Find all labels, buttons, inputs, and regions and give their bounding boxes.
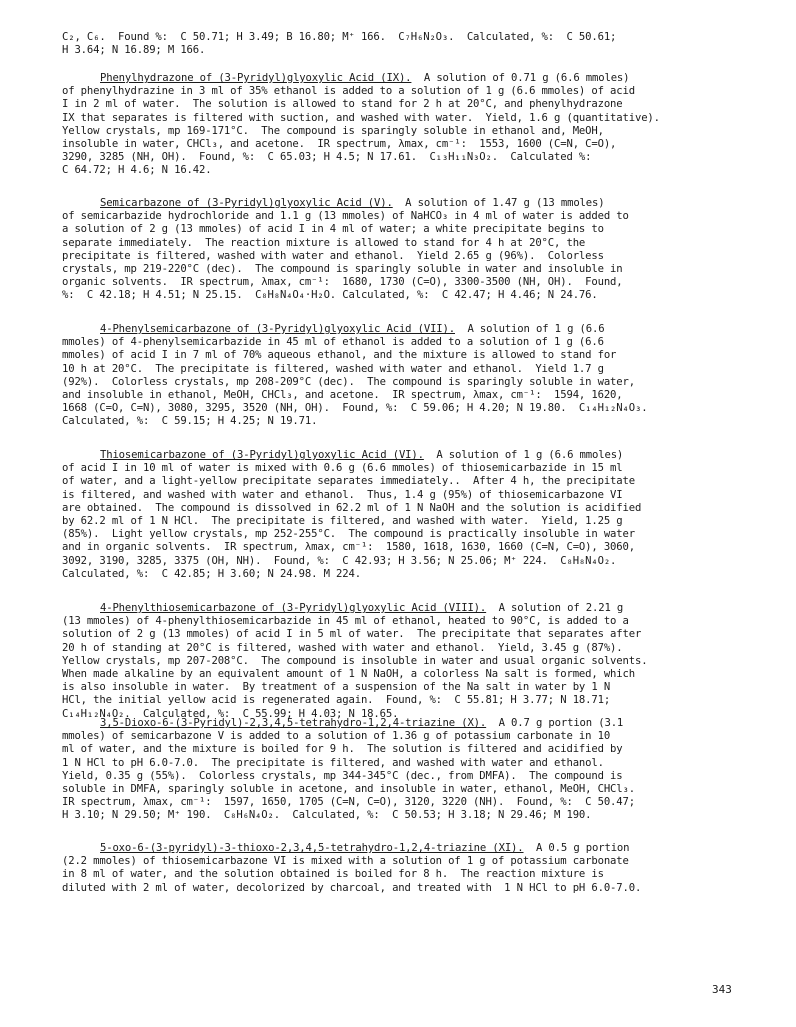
paragraph-text: A solution of 2.21 g: [486, 602, 624, 614]
text-line: 1 N HCl to pH 6.0-7.0. The precipitate is filtered, and washed with water and ethanol.: [62, 756, 604, 769]
paragraph: [62, 197, 762, 303]
compound-title: 5-oxo-6-(3-pyridyl)-3-thioxo-2,3,4,5-tetrahydro-1,2,4-triazine (XI).: [100, 842, 524, 854]
paragraph: [62, 323, 762, 429]
text-line: of water, and a light-yellow precipitate separates immediately.. After 4 h, the precipitate: [62, 475, 635, 488]
compound-title: 4-Phenylthiosemicarbazone of (3-Pyridyl)glyoxylic Acid (VIII).: [100, 602, 487, 614]
text-line: C 64.72; H 4.6; N 16.42.: [62, 164, 212, 177]
text-line: (85%). Light yellow crystals, mp 252-255°C. The compound is practically insoluble in water: [62, 528, 635, 541]
compound-title: 3,5-Dioxo-6-(3-Pyridyl)-2,3,4,5-tetrahydro-1,2,4-triazine (X).: [100, 717, 487, 729]
text-line: mmoles) of acid I in 7 ml of 70% aqueous ethanol, and the mixture is allowed to stand for: [62, 349, 617, 362]
compound-title: Thiosemicarbazone of (3-Pyridyl)glyoxylic Acid (VI).: [100, 449, 424, 461]
text-line: diluted with 2 ml of water, decolorized by charcoal, and treated with 1 N HCl to pH 6.0-7.0.: [62, 881, 642, 894]
text-line: ml of water, and the mixture is boiled for 9 h. The solution is filtered and acidified by: [62, 743, 623, 756]
text-line: precipitate is filtered, washed with water and ethanol. Yield 2.65 g (96%). Colorless: [62, 249, 604, 262]
page-number: 343: [712, 983, 732, 996]
text-line: C₁₄H₁₂N₄O₂. Calculated, %: C 55.99; H 4.03; N 18.65.: [62, 707, 399, 720]
text-line: a solution of 2 g (13 mmoles) of acid I in 4 ml of water; a white precipitate begins to: [62, 223, 604, 236]
text-line: Yellow crystals, mp 169-171°C. The compound is sparingly soluble in ethanol and, MeOH,: [62, 124, 604, 137]
paragraph-text: A solution of 1 g (6.6 mmoles): [423, 449, 624, 461]
paragraph-first-line: [62, 72, 762, 85]
text-line: crystals, mp 219-220°C (dec). The compound is sparingly soluble in water and insoluble in: [62, 263, 623, 276]
paragraph-text: A solution of 0.71 g (6.6 mmoles): [411, 72, 630, 84]
compound-title: Phenylhydrazone of (3-Pyridyl)glyoxylic Acid (IX).: [100, 72, 412, 84]
text-line: Calculated, %: C 42.85; H 3.60; N 24.98. M 224.: [62, 567, 361, 580]
text-line: HCl, the initial yellow acid is regenerated again. Found, %: C 55.81; H 3.77; N 18.71;: [62, 694, 611, 707]
text-line: by 62.2 ml of 1 N HCl. The precipitate is filtered, and washed with water. Yield, 1.25 g: [62, 515, 623, 528]
text-line: Yield, 0.35 g (55%). Colorless crystals, mp 344-345°C (dec., from DMFA). The compound is: [62, 769, 623, 782]
text-line: and in organic solvents. IR spectrum, λmax, cm⁻¹: 1580, 1618, 1630, 1660 (C=N, C=O), 3060,: [62, 541, 635, 554]
paragraph-text: A 0.5 g portion: [523, 842, 630, 854]
text-line: 10 h at 20°C. The precipitate is filtered, washed with water and ethanol. Yield 1.7 g: [62, 362, 604, 375]
paragraph: [62, 602, 762, 721]
paragraph: [62, 717, 762, 823]
text-line: (2.2 mmoles) of thiosemicarbazone VI is mixed with a solution of 1 g of potassium carbonate: [62, 855, 629, 868]
text-line: is also insoluble in water. By treatment of a suspension of the Na salt in water by 1 N: [62, 681, 611, 694]
text-line: %: C 42.18; H 4.51; N 25.15. C₈H₈N₄O₄·H₂O. Calculated, %: C 42.47; H 4.46; N 24.76.: [62, 289, 598, 302]
text-line: in 8 ml of water, and the solution obtained is boiled for 8 h. The reaction mixture is: [62, 868, 604, 881]
paragraph: [62, 31, 762, 57]
text-line: H 3.10; N 29.50; M⁺ 190. C₈H₆N₄O₂. Calculated, %: C 50.53; H 3.18; N 29.46; M 190.: [62, 809, 592, 822]
text-line: soluble in DMFA, sparingly soluble in acetone, and insoluble in water, ethanol, MeOH, CHCl₃.: [62, 783, 635, 796]
text-line: of phenylhydrazine in 3 ml of 35% ethanol is added to a solution of 1 g (6.6 mmoles) of acid: [62, 85, 635, 98]
text-line: separate immediately. The reaction mixture is allowed to stand for 4 h at 20°C, the: [62, 236, 586, 249]
text-line: of semicarbazide hydrochloride and 1.1 g (13 mmoles) of NaHCO₃ in 4 ml of water is added to: [62, 210, 629, 223]
text-line: are obtained. The compound is dissolved in 62.2 ml of 1 N NaOH and the solution is acidified: [62, 501, 642, 514]
paragraph-first-line: [62, 717, 762, 730]
text-line: IX that separates is filtered with suction, and washed with water. Yield, 1.6 g (quantitative).: [62, 111, 660, 124]
paragraph: [62, 842, 762, 895]
text-line: Yellow crystals, mp 207-208°C. The compound is insoluble in water and usual organic solvents.: [62, 654, 648, 667]
paragraph-text: A solution of 1 g (6.6: [455, 323, 605, 335]
text-line: is filtered, and washed with water and ethanol. Thus, 1.4 g (95%) of thiosemicarbazone VI: [62, 488, 623, 501]
text-line: 20 h of standing at 20°C is filtered, washed with water and ethanol. Yield, 3.45 g (87%).: [62, 641, 623, 654]
text-line: C₂, C₆. Found %: C 50.71; H 3.49; B 16.80; M⁺ 166. C₇H₆N₂O₃. Calculated, %: C 50.61;: [62, 31, 617, 43]
paragraph-text: A solution of 1.47 g (13 mmoles): [392, 197, 605, 209]
text-line: IR spectrum, λmax, cm⁻¹: 1597, 1650, 1705 (C=N, C=O), 3120, 3220 (NH). Found, %: C 50.47;: [62, 796, 635, 809]
text-line: solution of 2 g (13 mmoles) of acid I in 5 ml of water. The precipitate that separates after: [62, 628, 642, 641]
paragraph-first-line: [62, 842, 762, 855]
paragraph-text: A 0.7 g portion (3.1: [486, 717, 624, 729]
text-line: insoluble in water, CHCl₃, and acetone. IR spectrum, λmax, cm⁻¹: 1553, 1600 (C=N, C=O),: [62, 138, 617, 151]
text-line: I in 2 ml of water. The solution is allowed to stand for 2 h at 20°C, and phenylhydrazone: [62, 98, 623, 111]
text-line: (92%). Colorless crystals, mp 208-209°C (dec). The compound is sparingly soluble in water,: [62, 375, 635, 388]
compound-title: 4-Phenylsemicarbazone of (3-Pyridyl)glyoxylic Acid (VII).: [100, 323, 455, 335]
text-line: and insoluble in ethanol, MeOH, CHCl₃, and acetone. IR spectrum, λmax, cm⁻¹: 1594, 1620,: [62, 389, 623, 402]
paragraph-first-line: [62, 602, 762, 615]
paragraph: [62, 449, 762, 581]
text-line: (13 mmoles) of 4-phenylthiosemicarbazide in 45 ml of ethanol, heated to 90°C, is added to a: [62, 615, 629, 628]
paragraph: [62, 72, 762, 178]
text-line: H 3.64; N 16.89; M 166.: [62, 44, 206, 57]
paragraph-first-line: [62, 449, 762, 462]
text-line: mmoles) of semicarbazone V is added to a solution of 1.36 g of potassium carbonate in 10: [62, 730, 611, 743]
text-line: 3290, 3285 (NH, OH). Found, %: C 65.03; H 4.5; N 17.61. C₁₃H₁₁N₃O₂. Calculated %:: [62, 151, 592, 164]
text-line: of acid I in 10 ml of water is mixed with 0.6 g (6.6 mmoles) of thiosemicarbazide in 15 ml: [62, 462, 623, 475]
compound-title: Semicarbazone of (3-Pyridyl)glyoxylic Acid (V).: [100, 197, 393, 209]
text-line: When made alkaline by an equivalent amount of 1 N NaOH, a colorless Na salt is formed, which: [62, 668, 635, 681]
text-line: mmoles) of 4-phenylsemicarbazide in 45 ml of ethanol is added to a solution of 1 g (6.6: [62, 336, 604, 349]
text-line: Calculated, %: C 59.15; H 4.25; N 19.71.: [62, 415, 318, 428]
paragraph-first-line: [62, 197, 762, 210]
text-line: organic solvents. IR spectrum, λmax, cm⁻¹: 1680, 1730 (C=O), 3300-3500 (NH, OH). Found,: [62, 276, 623, 289]
paragraph-first-line: [62, 323, 762, 336]
text-line: 3092, 3190, 3285, 3375 (OH, NH). Found, %: C 42.93; H 3.56; N 25.06; M⁺ 224. C₈H₈N₄O₂.: [62, 554, 617, 567]
text-line: 1668 (C=O, C=N), 3080, 3295, 3520 (NH, OH). Found, %: C 59.06; H 4.20; N 19.80. C₁₄H₁₂N₄O₃.: [62, 402, 648, 415]
